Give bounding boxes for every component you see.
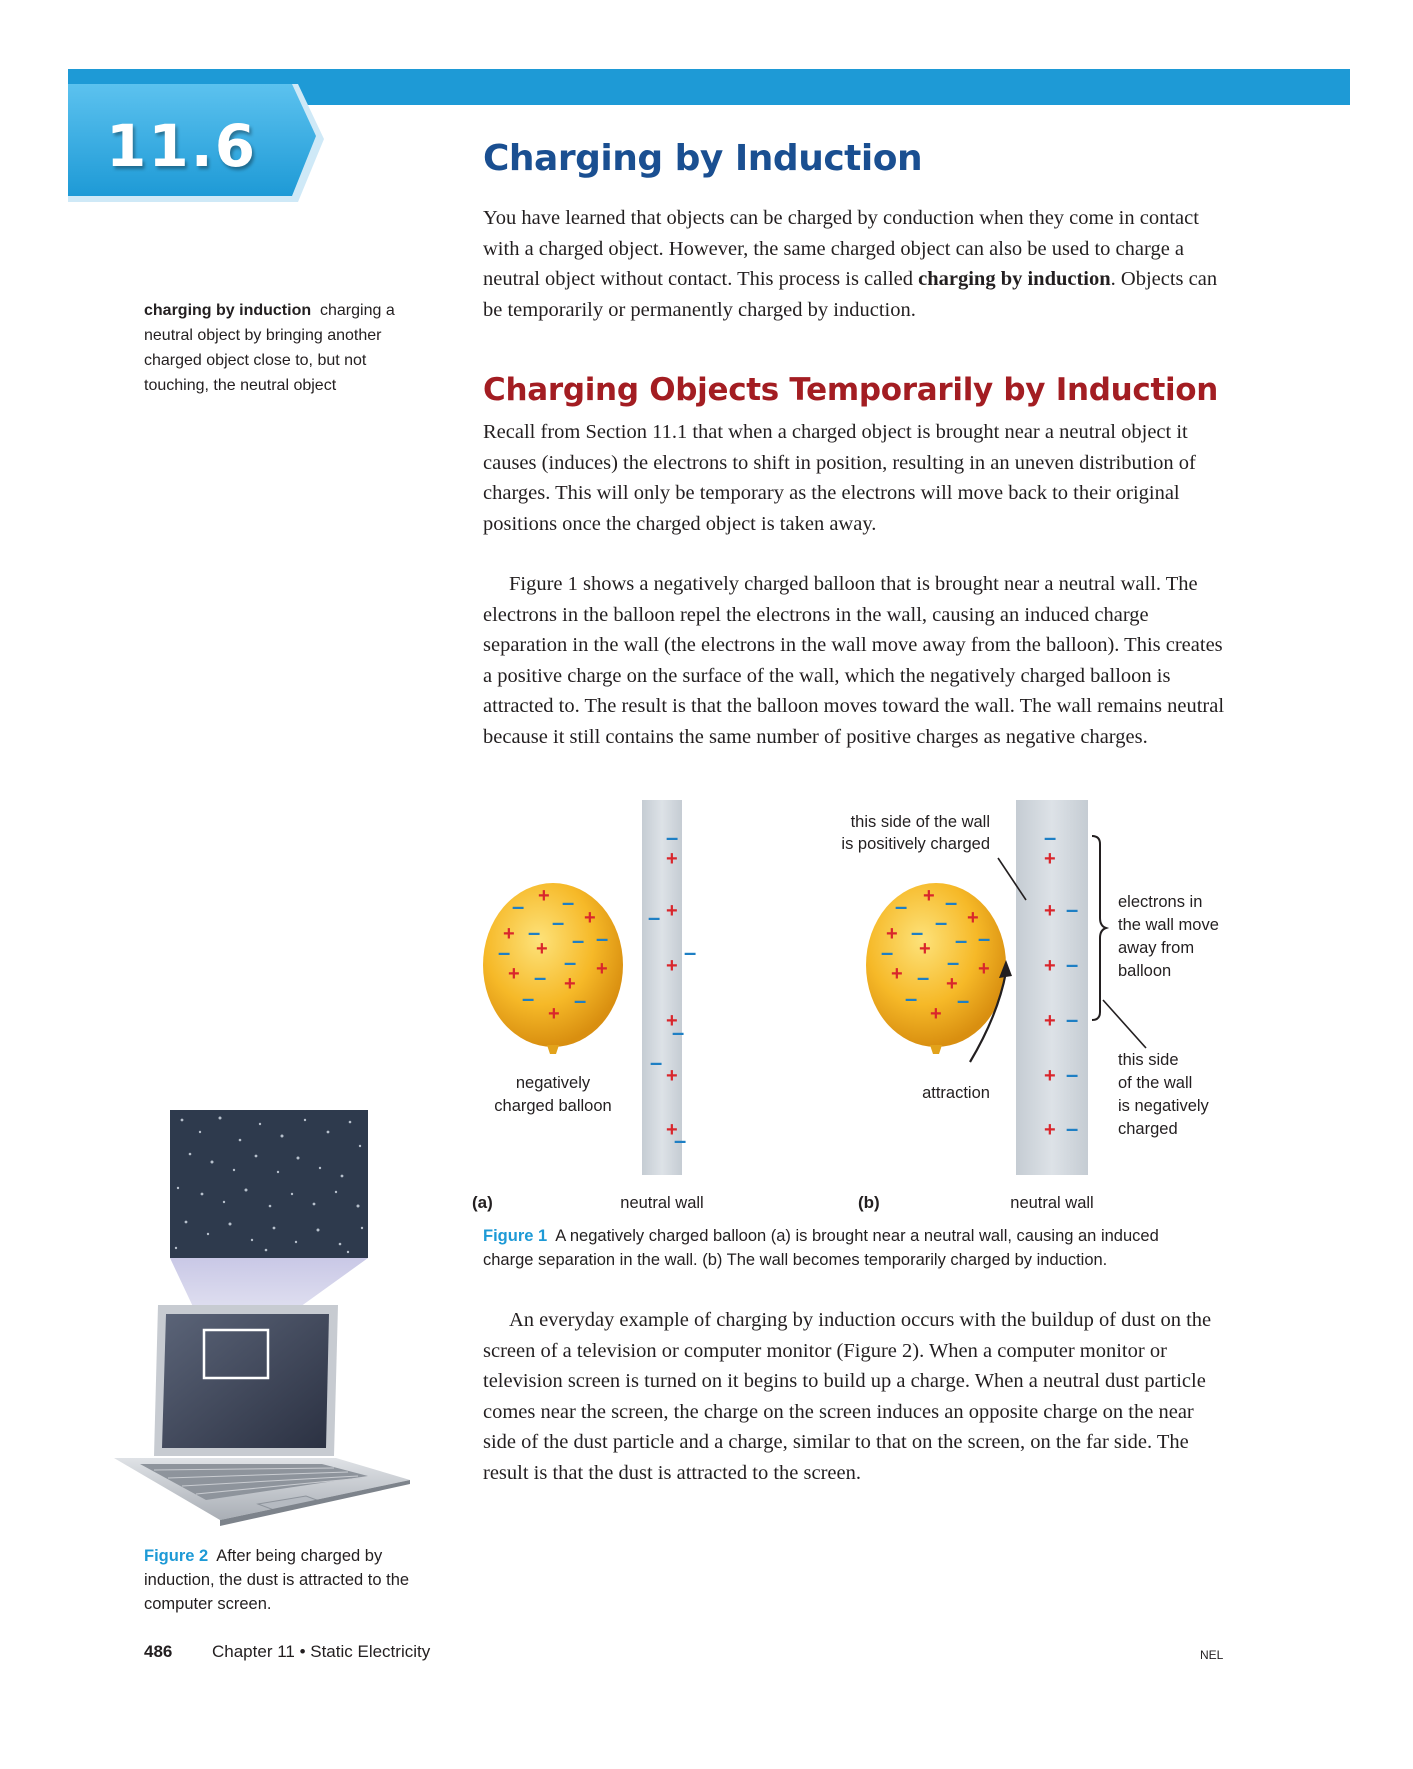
electrons-label-1: electrons in xyxy=(1118,893,1203,911)
positive-side-label-2: is positively charged xyxy=(841,835,990,853)
wall-b-plus: + xyxy=(1044,1065,1056,1087)
balloon-b-minus: – xyxy=(945,890,958,915)
balloon-a-plus: + xyxy=(503,923,515,945)
publisher-mark: NEL xyxy=(1200,1648,1224,1662)
balloon-b-minus: – xyxy=(978,926,991,951)
paragraph-3: An everyday example of charging by induction occurs with the buildup of dust on the screen of a television or computer monitor (Figure 2). When a computer monitor or television screen is turned on it begins to build up a charge. When a neutral dust particle comes near the screen, the charge on the screen induces an opposite charge on the near side of the dust particle and a charge, similar to that on the screen, on the far side. The result is that the dust is attracted to the screen. xyxy=(483,1309,1212,1484)
wall-a-minus: – xyxy=(684,940,697,965)
figure-1-caption-text: A negatively charged balloon (a) is brought near a neutral wall, causing an induced charge separation in the wall. (b) The wall becomes temporarily charged by induction. xyxy=(483,1227,1159,1269)
page-title: Charging by Induction xyxy=(483,138,923,179)
electrons-label-3: away from xyxy=(1118,939,1195,957)
balloon-a xyxy=(483,883,623,1054)
balloon-b-minus: – xyxy=(917,965,930,990)
wall-a-label: neutral wall xyxy=(620,1194,704,1212)
intro-bold-term: charging by induction xyxy=(918,268,1111,290)
wall-b-plus: + xyxy=(1044,955,1056,977)
balloon-b-plus: + xyxy=(930,1003,942,1025)
balloon-a-minus: – xyxy=(534,965,547,990)
section-heading: Charging Objects Temporarily by Induction xyxy=(483,372,1219,408)
wall-a-plus: + xyxy=(666,900,678,922)
balloon-b-plus: + xyxy=(891,963,903,985)
electrons-label-2: the wall move xyxy=(1118,916,1219,934)
balloon-a-minus: – xyxy=(562,890,575,915)
wall-a-plus: + xyxy=(666,1065,678,1087)
balloon-b-minus: – xyxy=(881,940,894,965)
wall-a-plus: + xyxy=(666,848,678,870)
wall-b-minus: – xyxy=(1066,1007,1079,1032)
balloon-a-plus: + xyxy=(538,885,550,907)
figure-1-caption xyxy=(483,1224,1183,1272)
electrons-label-4: balloon xyxy=(1118,962,1172,980)
chapter-footer: Chapter 11 • Static Electricity xyxy=(212,1642,431,1661)
figure-1a-label: (a) xyxy=(472,1193,493,1212)
balloon-a-minus: – xyxy=(596,926,609,951)
balloon-b-minus: – xyxy=(905,986,918,1011)
balloon-b-minus: – xyxy=(911,920,924,945)
figure-2-caption xyxy=(144,1544,414,1616)
glossary-entry xyxy=(144,298,414,398)
figure-1-diagram xyxy=(472,800,1248,1220)
balloon-b-plus: + xyxy=(967,907,979,929)
balloon-b-plus: + xyxy=(923,885,935,907)
paragraph-2: Figure 1 shows a negatively charged balloon that is brought near a neutral wall. The electrons in the balloon repel the electrons in the wall, causing an induced charge separation in the wall (the electrons in the wall move away from the balloon). This creates a positive charge on the surface of the wall, which the negatively charged balloon is attracted to. The result is that the balloon moves toward the wall. The wall remains neutral because it still contains the same number of positive charges as negative charges. xyxy=(483,573,1225,748)
wall-a-minus: – xyxy=(648,905,661,930)
wall-a-plus: + xyxy=(666,1119,678,1141)
figure-2-caption-label: Figure 2 xyxy=(144,1547,209,1565)
wall-b-minus: – xyxy=(1066,897,1079,922)
balloon-b-minus: – xyxy=(895,894,908,919)
balloon-a-minus: – xyxy=(552,910,565,935)
section-number: 11.6 xyxy=(106,112,258,180)
laptop-screen xyxy=(162,1314,329,1448)
wall-b-plus: + xyxy=(1044,900,1056,922)
wall-b-minus: – xyxy=(1066,1062,1079,1087)
balloon-a-plus: + xyxy=(596,958,608,980)
balloon-a-plus: + xyxy=(584,907,596,929)
balloon-a-minus: – xyxy=(572,928,585,953)
figure-1-caption-label: Figure 1 xyxy=(483,1227,548,1245)
wall-a-minus: – xyxy=(672,1020,685,1045)
balloon-a-minus: – xyxy=(498,940,511,965)
attraction-label: attraction xyxy=(922,1084,990,1102)
negative-side-leader xyxy=(1103,1000,1146,1048)
glossary-term: charging by induction xyxy=(144,302,312,319)
wall-a-minus: – xyxy=(650,1050,663,1075)
intro-text-1: You have learned that objects can be charged by conduction when they come in contact with a charged object. However, the same charged object can also be used to charge a neutral object without contact. This process is called xyxy=(483,207,1199,290)
balloon-b-minus: – xyxy=(957,988,970,1013)
wall-a-minus: – xyxy=(674,1128,687,1153)
balloon-b-minus: – xyxy=(947,950,960,975)
balloon-b-minus: – xyxy=(955,928,968,953)
intro-text-2: . Objects can be temporarily or permanently charged by induction. xyxy=(483,268,1218,321)
wall-b-minus: – xyxy=(1066,1116,1079,1141)
balloon-b-plus: + xyxy=(978,958,990,980)
negative-side-label-4: charged xyxy=(1118,1120,1178,1138)
balloon-a-minus: – xyxy=(522,986,535,1011)
wall-b-plus: + xyxy=(1044,1119,1056,1141)
balloon-b-plus: + xyxy=(886,923,898,945)
balloon-a-minus: – xyxy=(512,894,525,919)
balloon-b-plus: + xyxy=(946,973,958,995)
balloon-label-line-1: negatively xyxy=(515,1074,591,1092)
balloon-a-plus: + xyxy=(508,963,520,985)
wall-b-label: neutral wall xyxy=(1010,1194,1094,1212)
wall-b-minus: – xyxy=(1066,952,1079,977)
balloon-a-plus: + xyxy=(564,973,576,995)
wall-b-minus: – xyxy=(1044,825,1057,850)
balloon-label-line-2: charged balloon xyxy=(494,1097,612,1115)
balloon-a-plus: + xyxy=(548,1003,560,1025)
balloon-a-minus: – xyxy=(528,920,541,945)
intro-paragraph xyxy=(483,203,1228,325)
figure-1b-label: (b) xyxy=(858,1193,880,1212)
negative-side-label-1: this side xyxy=(1118,1051,1179,1069)
wall-b-plus: + xyxy=(1044,848,1056,870)
negative-side-label-3: is negatively xyxy=(1118,1097,1209,1115)
paragraph-1: Recall from Section 11.1 that when a charged object is brought near a neutral object it causes (induces) the electrons to shift in position, resulting in an uneven distribution of charges. This will only be temporary as the electrons will move back to their original positions once the charged object is taken away. xyxy=(483,421,1196,535)
electrons-bracket xyxy=(1092,836,1106,1020)
figure-2-caption-text: After being charged by induction, the dust is attracted to the computer screen. xyxy=(144,1547,410,1613)
negative-side-label-2: of the wall xyxy=(1118,1074,1193,1092)
page-number: 486 xyxy=(144,1642,173,1661)
wall-b-plus: + xyxy=(1044,1010,1056,1032)
glossary-definition: charging a neutral object by bringing another charged object close to, but not touching, the neutral object xyxy=(144,302,395,394)
wall-a-plus: + xyxy=(666,1010,678,1032)
positive-side-label-1: this side of the wall xyxy=(850,813,990,831)
balloon-b-plus: + xyxy=(919,938,931,960)
balloon-b-minus: – xyxy=(935,910,948,935)
wall-a-plus: + xyxy=(666,955,678,977)
balloon-a-minus: – xyxy=(564,950,577,975)
balloon-a-plus: + xyxy=(536,938,548,960)
wall-a-minus: – xyxy=(666,825,679,850)
figure-2-laptop-illustration xyxy=(110,1110,420,1530)
balloon-a-minus: – xyxy=(574,988,587,1013)
balloon-b xyxy=(866,883,1006,1054)
